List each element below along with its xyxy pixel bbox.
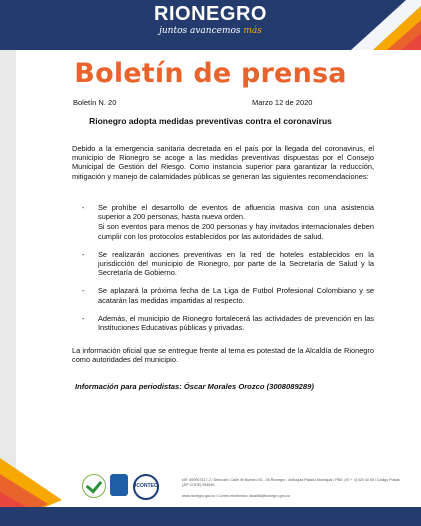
logo-tagline-prefix: juntos avancemos	[159, 26, 241, 36]
list-item-text: Además, el municipio de Rionegro fortalecerá las actividades de prevención en las Instituciones Educativas públicas y privadas.	[98, 313, 374, 333]
press-contact: Información para periodistas: Óscar Morales Orozco (3008089289)	[75, 382, 314, 391]
bulletin-date: Marzo 12 de 2020	[252, 98, 313, 107]
certification-seals	[82, 474, 160, 502]
logo-tagline-accent: más	[243, 26, 262, 36]
list-item-text: Se prohíbe el desarrollo de eventos de afluencia masiva con una asistencia superior a 200 personas, hasta nueva orden.	[98, 203, 374, 222]
list-item-text: Se aplazará la próxima fecha de La Liga de Futbol Profesional Colombiano y se acatarán las medidas impartidas al respecto.	[98, 286, 374, 305]
list-item	[82, 250, 374, 278]
bullet-marker: -	[82, 249, 85, 259]
list-item	[82, 314, 374, 332]
certification-badge-icon	[110, 474, 128, 496]
footer-web: www.rionegro.gov.co / Correo electrónico: alcaldia@rionegro.gov.co	[182, 494, 290, 498]
intro-paragraph: Debido a la emergencia sanitaria decretada en el país por la llegada del coronavirus, el municipio de Rionegro se acoge a las medidas preventivas dispuestas por el Consejo Municipal de Gestión del Riesgo. Como instancia superior para garantizar la reducción, mitigación y manejo de calamidades públicas se generan las siguientes recomendaciones:	[72, 144, 374, 181]
logo-text: RIONEGRO	[154, 3, 267, 25]
recommendations-list	[82, 203, 374, 341]
bullet-marker: -	[82, 313, 85, 323]
list-item	[82, 203, 374, 241]
seal-label: ICONTEC	[135, 483, 158, 489]
header-band	[0, 0, 421, 50]
closing-paragraph: La información oficial que se entregue frente al tema es potestad de la Alcaldía de Rionegro como autoridades del municipio.	[72, 346, 374, 365]
bullet-marker: -	[82, 203, 85, 212]
bulletin-number: Boletín N. 20	[73, 98, 117, 107]
list-item-text: Se realizarán acciones preventivas en la red de hoteles establecidos en la jurisdicción del municipio de Rionegro, por parte de la Secretaría de Salud y la Secretaría de Gobierno.	[98, 249, 374, 278]
headline: Rionegro adopta medidas preventivas contra el coronavirus	[89, 116, 332, 126]
footer-band	[0, 507, 421, 526]
certification-check-icon	[82, 474, 106, 498]
icontec-seal-icon	[133, 474, 159, 500]
page-title: Boletín de prensa	[74, 58, 347, 89]
list-item-subtext: Si son eventos para menos de 200 personas y hay invitados internacionales deben cumplir con los protocolos establecidos por las autoridades de salud.	[98, 222, 374, 241]
bullet-marker: -	[82, 286, 85, 296]
header-corner-graphic	[351, 0, 421, 50]
footer-address: NIT: 890907317-2 / Dirección: Calle 49 Número 50 - 05 Rionegro - Antioquia Palacio Municipal / PBX: (57 + 4) 520 40 60 / Código Postal: (ZIP CODE) 054040.	[182, 478, 401, 487]
list-item	[82, 286, 374, 304]
